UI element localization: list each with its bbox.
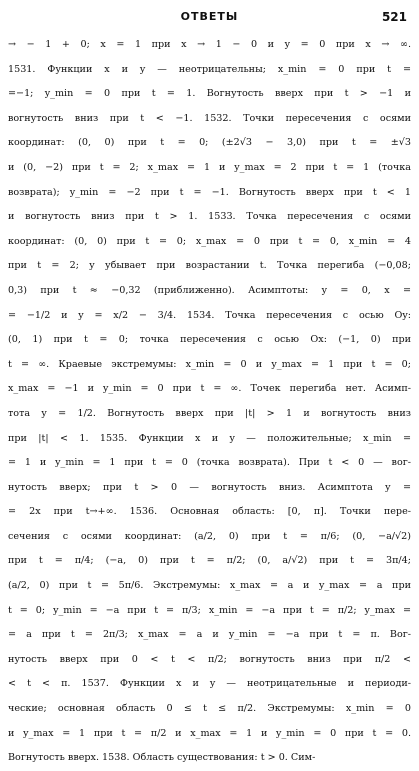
text-line: возврата); y_min = −2 при t = −1. Вогнутость вверх при t < 1 — [8, 186, 411, 198]
text-line: 1531. Функции x и y — неотрицательны; x_min = 0 при t = — [8, 63, 411, 75]
text-line: при |t| < 1. 1535. Функции x и y — положительные; x_min = — [8, 432, 411, 444]
text-line: (0, 1) при t = 0; точка пересечения с осью Ox: (−1, 0) при — [8, 334, 411, 346]
text-line: t = ∞. Краевые экстремумы: x_min = 0 и y_max = 1 при t = 0; — [8, 358, 411, 370]
text-line: =−1; y_min = 0 при t = 1. Вогнутость вверх при t > −1 и — [8, 88, 411, 100]
text-line: Вогнутость вверх. 1538. Область существования: t > 0. Сим- — [8, 752, 316, 764]
text-line: t = 0; y_min = −a при t = π/3; x_min = −a при t = π/2; y_max = — [8, 604, 411, 616]
page-header — [0, 10, 419, 28]
text-line: тота y = 1/2. Вогнутость вверх при |t| > 1 и вогнутость вниз — [8, 407, 411, 419]
text-line: → − 1 + 0; x = 1 при x → 1 − 0 и y = 0 при x → ∞. — [8, 39, 411, 50]
text-line: при t = π/4; (−a, 0) при t = π/2; (0, a/√2) при t = 3π/4; — [8, 555, 411, 567]
text-line: координат: (0, 0) при t = 0; (±2√3 − 3,0) при t = ±√3 — [8, 137, 411, 149]
text-line: при t = 2; y убывает при возрастании t. Точка перегиба (−0,08; — [8, 260, 411, 272]
page-number: 521 — [381, 10, 407, 24]
text-line: и y_max = 1 при t = π/2 и x_max = 1 и y_min = 0 при t = 0. — [8, 727, 411, 739]
text-line: вогнутость вниз при t < −1. 1532. Точки пересечения с осями — [8, 112, 411, 124]
text-line: = 2x при t→+∞. 1536. Основная область: [0, π]. Точки пере- — [8, 506, 411, 518]
text-line: ческие; основная область 0 ≤ t ≤ π/2. Экстремумы: x_min = 0 — [8, 703, 411, 715]
text-line: и (0, −2) при t = 2; x_max = 1 и y_max = 2 при t = 1 (точка — [8, 161, 411, 173]
answers-text — [8, 33, 411, 771]
text-line: 0,3) при t ≈ −0,32 (приближенно). Асимптоты: y = 0, x = — [8, 284, 411, 296]
running-title: ОТВЕТЫ — [180, 10, 239, 23]
text-line: = a при t = 2π/3; x_max = a и y_min = −a при t = π. Вог- — [8, 629, 411, 641]
text-line: (a/2, 0) при t = 5π/6. Экстремумы: x_max = a и y_max = a при — [8, 580, 411, 592]
text-line: координат: (0, 0) при t = 0; x_max = 0 при t = 0, x_min = 4 — [8, 235, 411, 247]
text-line: = −1/2 и y = x/2 − 3/4. 1534. Точка пересечения с осью Oy: — [8, 309, 411, 321]
text-line: нутость вверх; при t > 0 — вогнутость вниз. Асимптота y = — [8, 481, 411, 493]
text-line: x_max = −1 и y_min = 0 при t = ∞. Точек перегиба нет. Асимп- — [8, 383, 411, 395]
text-line: и вогнутость вниз при t > 1. 1533. Точка пересечения с осями — [8, 211, 411, 223]
text-line: = 1 и y_min = 1 при t = 0 (точка возврата). При t < 0 — вог- — [8, 457, 411, 469]
text-line: нутость вверх при 0 < t < π/2; вогнутость вниз при π/2 < — [8, 653, 411, 665]
text-line: < t < π. 1537. Функции x и y — неотрицательные и периоди- — [8, 678, 411, 690]
text-line: сечения с осями координат: (a/2, 0) при t = π/6; (0, −a/√2) — [8, 530, 411, 542]
